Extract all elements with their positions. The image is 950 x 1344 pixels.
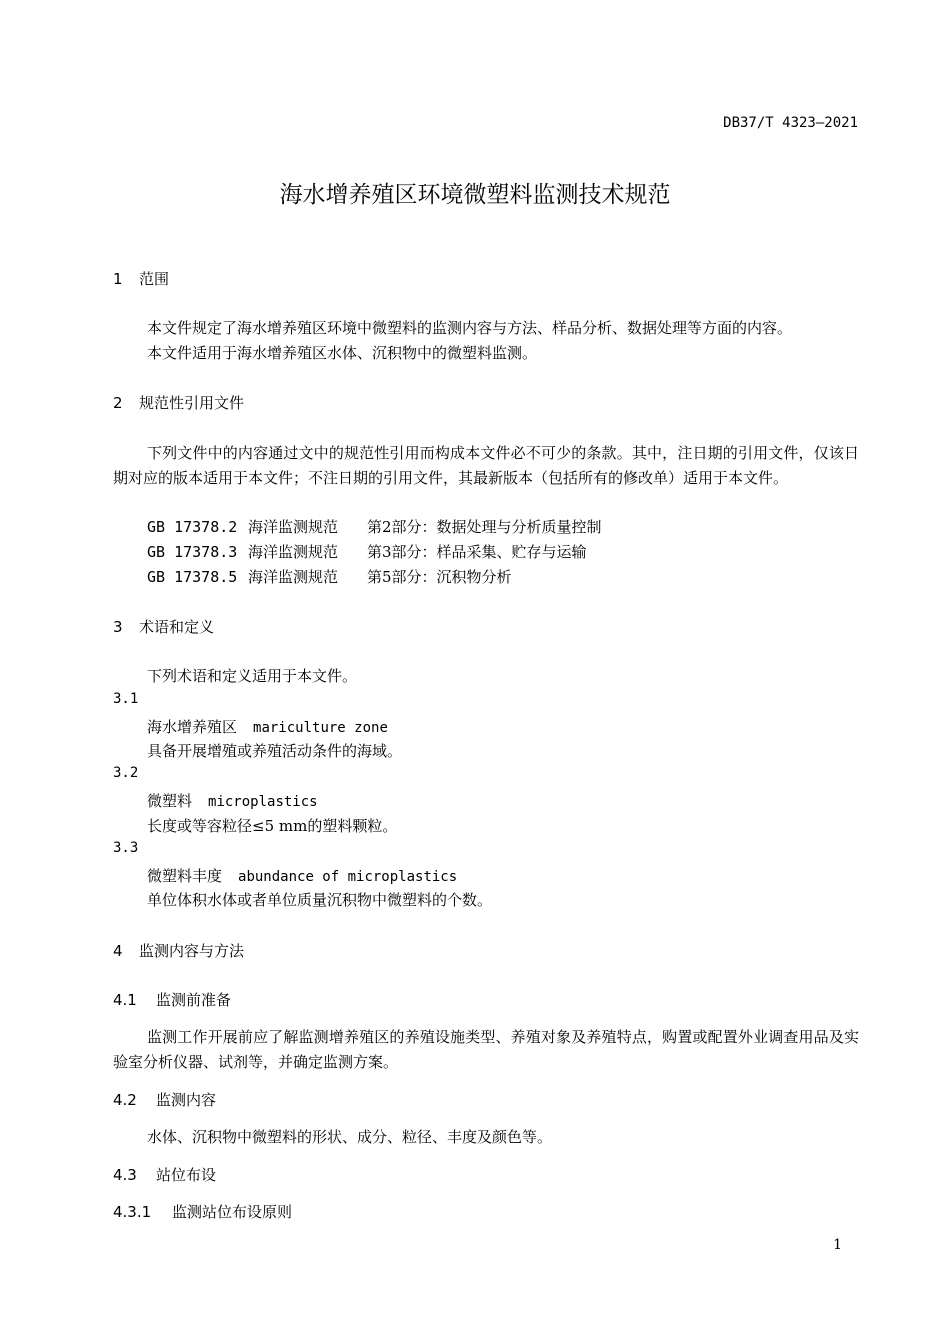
- term-number: 3.1: [113, 691, 139, 707]
- term-chinese: 微塑料: [147, 792, 193, 810]
- reference-code: GB 17378.3: [147, 543, 238, 561]
- section-number: 1: [113, 270, 123, 288]
- reference-part: 第2部分：数据处理与分析质量控制: [367, 518, 602, 536]
- section-title: 规范性引用文件: [139, 394, 245, 412]
- section-4-heading: [113, 940, 244, 961]
- reference-title: 海洋监测规范: [248, 543, 339, 561]
- paragraph: 本文件适用于海水增养殖区水体、沉积物中的微塑料监测。: [147, 344, 538, 362]
- subsection-4-1-heading: [113, 989, 231, 1010]
- term-number: 3.3: [113, 840, 139, 856]
- term-definition: 具备开展增殖或养殖活动条件的海域。: [147, 742, 403, 760]
- document-code: DB37/T 4323—2021: [723, 115, 858, 131]
- reference-part: 第5部分：沉积物分析: [367, 568, 512, 586]
- section-number: 2: [113, 394, 123, 412]
- paragraph: 监测工作开展前应了解监测增养殖区的养殖设施类型、养殖对象及养殖特点，购置或配置外业调查用品及实验室分析仪器、试剂等，并确定监测方案。: [113, 1028, 859, 1071]
- subsection-number: 4.3.1: [113, 1203, 152, 1221]
- section-number: 4: [113, 942, 123, 960]
- subsection-4-3-heading: [113, 1164, 216, 1185]
- paragraph: 下列文件中的内容通过文中的规范性引用而构成本文件必不可少的条款。其中，注日期的引用文件，仅该日期对应的版本适用于本文件；不注日期的引用文件，其最新版本（包括所有的修改单）适用于本文件。: [113, 444, 859, 487]
- reference-item: [147, 541, 587, 562]
- reference-item: [147, 566, 512, 587]
- paragraph: 下列术语和定义适用于本文件。: [147, 667, 358, 685]
- subsection-number: 4.3: [113, 1166, 137, 1184]
- section-3-heading: [113, 616, 214, 637]
- term-english: microplastics: [208, 794, 318, 810]
- term-english: abundance of microplastics: [238, 869, 458, 885]
- reference-code: GB 17378.5: [147, 568, 238, 586]
- reference-code: GB 17378.2: [147, 518, 238, 536]
- term-entry: [147, 865, 457, 886]
- reference-title: 海洋监测规范: [248, 518, 339, 536]
- term-entry: [147, 716, 388, 737]
- reference-item: [147, 516, 602, 537]
- term-definition: 长度或等容粒径≤5 mm的塑料颗粒。: [147, 817, 398, 835]
- section-1-heading: [113, 268, 169, 289]
- term-chinese: 海水增养殖区: [147, 718, 238, 736]
- subsection-title: 监测站位布设原则: [172, 1203, 293, 1221]
- section-2-heading: [113, 392, 244, 413]
- subsection-number: 4.2: [113, 1091, 137, 1109]
- term-number: 3.2: [113, 765, 139, 781]
- reference-title: 海洋监测规范: [248, 568, 339, 586]
- subsection-4-2-heading: [113, 1089, 216, 1110]
- section-title: 范围: [139, 270, 170, 288]
- document-title: 海水增养殖区环境微塑料监测技术规范: [279, 182, 671, 208]
- section-title: 监测内容与方法: [139, 942, 245, 960]
- subsection-4-3-1-heading: [113, 1201, 292, 1222]
- section-number: 3: [113, 618, 123, 636]
- page-number: 1: [833, 1237, 842, 1253]
- paragraph: 水体、沉积物中微塑料的形状、成分、粒径、丰度及颜色等。: [147, 1128, 553, 1146]
- subsection-number: 4.1: [113, 991, 137, 1009]
- paragraph: 本文件规定了海水增养殖区环境中微塑料的监测内容与方法、样品分析、数据处理等方面的内容。: [147, 319, 793, 337]
- section-title: 术语和定义: [139, 618, 215, 636]
- term-english: mariculture zone: [253, 720, 388, 736]
- reference-part: 第3部分：样品采集、贮存与运输: [367, 543, 587, 561]
- subsection-title: 监测内容: [156, 1091, 217, 1109]
- term-chinese: 微塑料丰度: [147, 867, 223, 885]
- term-entry: [147, 790, 318, 811]
- term-definition: 单位体积水体或者单位质量沉积物中微塑料的个数。: [147, 891, 493, 909]
- subsection-title: 站位布设: [156, 1166, 217, 1184]
- subsection-title: 监测前准备: [156, 991, 232, 1009]
